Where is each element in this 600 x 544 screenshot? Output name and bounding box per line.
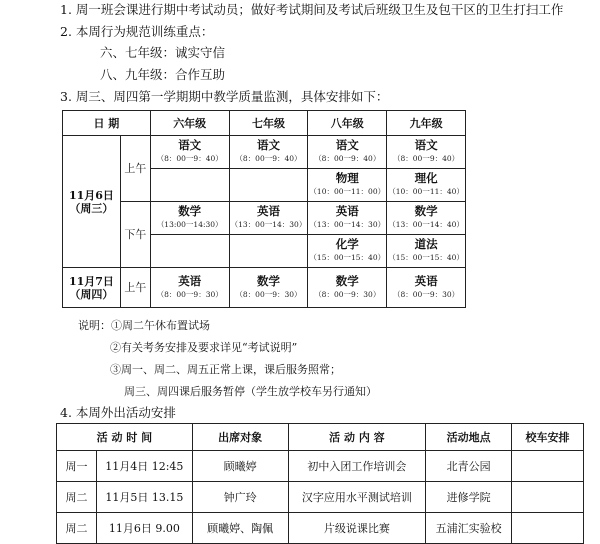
item-3: 3. 周三、周四第一学期期中教学质量监测，具体安排如下： — [60, 89, 389, 104]
note-4: 周三、周四课后服务暂停（学生放学校车另行通知） — [124, 385, 377, 398]
header-location: 活动地点 — [426, 424, 512, 451]
table-row — [57, 451, 584, 482]
header-time: 活 动 时 间 — [57, 424, 193, 451]
table-row — [57, 482, 584, 513]
item-2: 2. 本周行为规范训练重点： — [60, 24, 214, 39]
exam-cell: 数学 （8：00一9：30） — [229, 268, 308, 308]
exam-cell: 数学 （13:00一14:30） — [150, 202, 229, 235]
row-weekday: 周二 — [57, 482, 97, 513]
header-grade-7: 七年级 — [229, 111, 308, 136]
table-row — [57, 513, 584, 544]
row-content: 汉字应用水平测试培训 — [288, 482, 426, 513]
item-2-grade-67: 六、七年级：诚实守信 — [100, 45, 226, 60]
header-content: 活 动 内 容 — [288, 424, 426, 451]
exam-cell: 语文 （8：00一9：40） — [308, 136, 387, 169]
exam-cell: 英语 （13：00一14：30） — [308, 202, 387, 235]
header-attendee: 出席对象 — [192, 424, 288, 451]
activity-table — [56, 423, 584, 544]
day2-am: 上午 — [120, 268, 150, 308]
row-attendee: 顾曦婷、陶佩 — [192, 513, 288, 544]
day1-cell — [63, 136, 121, 268]
exam-cell: 语文 （8：00一9：40） — [150, 136, 229, 169]
row-content: 片级说课比赛 — [288, 513, 426, 544]
day1-pm: 下午 — [120, 202, 150, 268]
row-location: 五浦汇实验校 — [426, 513, 512, 544]
row-attendee: 顾曦婷 — [192, 451, 288, 482]
row-location: 进修学院 — [426, 482, 512, 513]
exam-cell: 英语 （8：00一9：30） — [150, 268, 229, 308]
row-weekday: 周二 — [57, 513, 97, 544]
exam-cell — [229, 235, 308, 268]
exam-schedule-table — [62, 110, 466, 308]
header-grade-6: 六年级 — [150, 111, 229, 136]
row-location: 北青公园 — [426, 451, 512, 482]
row-bus — [512, 451, 584, 482]
exam-cell: 语文 （8：00一9：40） — [387, 136, 466, 169]
day1-date: 11月6日 — [68, 188, 114, 202]
header-date: 日 期 — [63, 111, 151, 136]
note-2: ②有关考务安排及要求详见“考试说明” — [110, 341, 298, 354]
row-datetime: 11月6日 9.00 — [96, 513, 192, 544]
day1-weekday: （周三） — [69, 201, 114, 215]
exam-cell: 英语 （8：00一9：30） — [387, 268, 466, 308]
section-4-title: 4. 本周外出活动安排 — [60, 405, 176, 420]
row-weekday: 周一 — [57, 451, 97, 482]
header-grade-9: 九年级 — [387, 111, 466, 136]
day2-weekday: （周四） — [69, 287, 114, 301]
exam-cell: 化学 （15：00一15：40） — [308, 235, 387, 268]
exam-cell: 数学 （8：00一9：30） — [308, 268, 387, 308]
header-bus: 校车安排 — [512, 424, 584, 451]
exam-cell: 英语 （13：00一14：30） — [229, 202, 308, 235]
exam-cell — [150, 169, 229, 202]
header-grade-8: 八年级 — [308, 111, 387, 136]
item-2-grade-89: 八、九年级：合作互助 — [100, 67, 226, 82]
row-bus — [512, 513, 584, 544]
note-3: ③周一、周二、周五正常上课，课后服务照常； — [110, 363, 341, 376]
exam-cell: 语文 （8：00一9：40） — [229, 136, 308, 169]
day2-cell — [63, 268, 121, 308]
exam-cell: 数学 （13：00一14：40） — [387, 202, 466, 235]
exam-cell: 道法 （15：00一15：40） — [387, 235, 466, 268]
day1-am: 上午 — [120, 136, 150, 202]
row-datetime: 11月4日 12:45 — [96, 451, 192, 482]
exam-cell — [229, 169, 308, 202]
row-datetime: 11月5日 13.15 — [96, 482, 192, 513]
item-1: 1. 周一班会课进行期中考试动员；做好考试期间及考试后班级卫生及包干区的卫生打扫工作 — [60, 2, 564, 17]
exam-cell — [150, 235, 229, 268]
exam-cell: 理化 （10：00一11：40） — [387, 169, 466, 202]
row-bus — [512, 482, 584, 513]
row-attendee: 钟广玲 — [192, 482, 288, 513]
note-1: 说明：①周二午休布置试场 — [78, 319, 210, 332]
day2-date: 11月7日 — [68, 274, 114, 288]
row-content: 初中入团工作培训会 — [288, 451, 426, 482]
exam-cell: 物理 （10：00一11：00） — [308, 169, 387, 202]
